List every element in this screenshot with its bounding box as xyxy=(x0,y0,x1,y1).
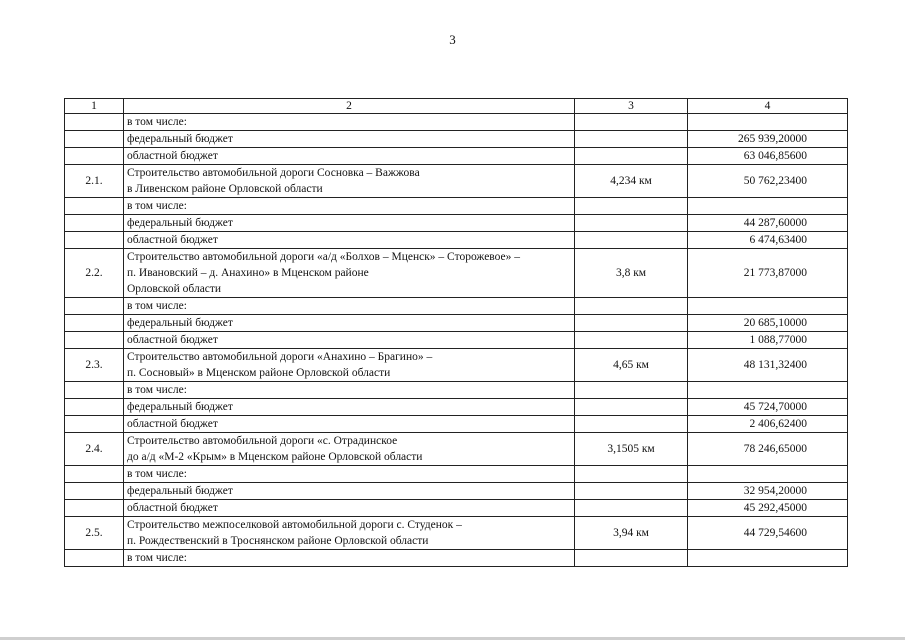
name-line: областной бюджет xyxy=(127,234,218,246)
table-row-project xyxy=(65,433,848,466)
row-number-cell xyxy=(65,416,124,433)
row-number-cell: 2.4. xyxy=(65,433,124,466)
row-number-cell: 2.3. xyxy=(65,349,124,382)
name-line: областной бюджет xyxy=(127,418,218,430)
row-number-cell xyxy=(65,232,124,249)
name-line: п. Сосновый» в Мценском районе Орловской области xyxy=(127,367,391,379)
table-row-sub xyxy=(65,483,848,500)
name-cell xyxy=(124,550,575,567)
amount-cell: 63 046,85600 xyxy=(688,148,848,165)
length-cell: 3,1505 км xyxy=(575,433,688,466)
name-line: в том числе: xyxy=(127,384,187,396)
length-cell xyxy=(575,114,688,131)
column-header: 1 xyxy=(65,99,124,114)
name-line: в том числе: xyxy=(127,552,187,564)
name-line: федеральный бюджет xyxy=(127,317,233,329)
table-body xyxy=(65,99,848,567)
table-row-project xyxy=(65,517,848,550)
name-cell xyxy=(124,198,575,215)
name-cell xyxy=(124,349,575,382)
table-row-sub xyxy=(65,382,848,399)
length-cell xyxy=(575,215,688,232)
table-row-sub xyxy=(65,114,848,131)
name-cell xyxy=(124,500,575,517)
name-line: областной бюджет xyxy=(127,334,218,346)
table-row-project xyxy=(65,349,848,382)
name-line: в том числе: xyxy=(127,116,187,128)
name-line: федеральный бюджет xyxy=(127,217,233,229)
name-line: п. Рождественский в Троснянском районе Орловской области xyxy=(127,535,429,547)
name-cell xyxy=(124,399,575,416)
name-cell xyxy=(124,315,575,332)
row-number-cell xyxy=(65,148,124,165)
name-line: Строительство автомобильной дороги «а/д «Болхов – Мценск» – Сторожевое» – xyxy=(127,251,521,263)
name-cell xyxy=(124,131,575,148)
name-cell xyxy=(124,232,575,249)
name-line: Строительство межпоселковой автомобильной дороги с. Студенок – xyxy=(127,519,462,531)
name-line: федеральный бюджет xyxy=(127,485,233,497)
amount-cell: 1 088,77000 xyxy=(688,332,848,349)
row-number-cell xyxy=(65,215,124,232)
length-cell xyxy=(575,148,688,165)
length-cell: 3,8 км xyxy=(575,249,688,298)
length-cell: 4,65 км xyxy=(575,349,688,382)
amount-cell: 48 131,32400 xyxy=(688,349,848,382)
amount-cell xyxy=(688,298,848,315)
name-line: до а/д «М-2 «Крым» в Мценском районе Орловской области xyxy=(127,451,423,463)
amount-cell: 2 406,62400 xyxy=(688,416,848,433)
name-cell xyxy=(124,433,575,466)
name-line: в том числе: xyxy=(127,300,187,312)
length-cell xyxy=(575,500,688,517)
table-row-sub xyxy=(65,198,848,215)
length-cell xyxy=(575,298,688,315)
column-header: 4 xyxy=(688,99,848,114)
length-cell xyxy=(575,198,688,215)
name-cell xyxy=(124,416,575,433)
length-cell: 3,94 км xyxy=(575,517,688,550)
name-line: Строительство автомобильной дороги Сосновка – Важжова xyxy=(127,167,420,179)
name-cell xyxy=(124,483,575,500)
table-row-sub xyxy=(65,131,848,148)
amount-cell: 265 939,20000 xyxy=(688,131,848,148)
row-number-cell xyxy=(65,298,124,315)
name-cell xyxy=(124,298,575,315)
table-row-sub xyxy=(65,232,848,249)
row-number-cell xyxy=(65,500,124,517)
row-number-cell xyxy=(65,382,124,399)
amount-cell: 50 762,23400 xyxy=(688,165,848,198)
amount-cell: 44 287,60000 xyxy=(688,215,848,232)
row-number-cell: 2.5. xyxy=(65,517,124,550)
table-row-sub xyxy=(65,466,848,483)
name-cell xyxy=(124,466,575,483)
length-cell xyxy=(575,550,688,567)
length-cell: 4,234 км xyxy=(575,165,688,198)
amount-cell: 20 685,10000 xyxy=(688,315,848,332)
table-row-sub xyxy=(65,416,848,433)
length-cell xyxy=(575,315,688,332)
table-row-sub xyxy=(65,148,848,165)
page-number: 3 xyxy=(449,32,456,47)
length-cell xyxy=(575,232,688,249)
table-row-sub xyxy=(65,315,848,332)
name-cell xyxy=(124,382,575,399)
name-line: в том числе: xyxy=(127,468,187,480)
length-cell xyxy=(575,399,688,416)
table-row-sub xyxy=(65,550,848,567)
name-line: Строительство автомобильной дороги «Анахино – Брагино» – xyxy=(127,351,433,363)
row-number-cell xyxy=(65,131,124,148)
table-row-project xyxy=(65,165,848,198)
length-cell xyxy=(575,483,688,500)
row-number-cell xyxy=(65,466,124,483)
column-header: 2 xyxy=(124,99,575,114)
table-header-row xyxy=(65,99,848,114)
row-number-cell xyxy=(65,332,124,349)
name-line: Орловской области xyxy=(127,283,222,295)
amount-cell: 45 724,70000 xyxy=(688,399,848,416)
length-cell xyxy=(575,466,688,483)
name-cell xyxy=(124,148,575,165)
amount-cell: 44 729,54600 xyxy=(688,517,848,550)
table-row-sub xyxy=(65,215,848,232)
length-cell xyxy=(575,382,688,399)
name-line: п. Ивановский – д. Анахино» в Мценском районе xyxy=(127,267,369,279)
row-number-cell xyxy=(65,550,124,567)
length-cell xyxy=(575,416,688,433)
amount-cell xyxy=(688,550,848,567)
row-number-cell xyxy=(65,315,124,332)
name-line: в Ливенском районе Орловской области xyxy=(127,183,323,195)
amount-cell: 21 773,87000 xyxy=(688,249,848,298)
table-row-project xyxy=(65,249,848,298)
name-line: федеральный бюджет xyxy=(127,401,233,413)
row-number-cell: 2.2. xyxy=(65,249,124,298)
name-cell xyxy=(124,517,575,550)
amount-cell: 32 954,20000 xyxy=(688,483,848,500)
name-cell xyxy=(124,332,575,349)
table-row-sub xyxy=(65,332,848,349)
row-number-cell xyxy=(65,198,124,215)
name-cell xyxy=(124,165,575,198)
budget-table xyxy=(64,98,848,567)
amount-cell xyxy=(688,466,848,483)
name-line: областной бюджет xyxy=(127,502,218,514)
name-cell xyxy=(124,249,575,298)
length-cell xyxy=(575,332,688,349)
table-row-sub xyxy=(65,298,848,315)
name-cell xyxy=(124,114,575,131)
row-number-cell xyxy=(65,483,124,500)
table-row-sub xyxy=(65,399,848,416)
name-line: Строительство автомобильной дороги «с. Отрадинское xyxy=(127,435,398,447)
name-line: областной бюджет xyxy=(127,150,218,162)
table-row-sub xyxy=(65,500,848,517)
row-number-cell xyxy=(65,114,124,131)
amount-cell: 45 292,45000 xyxy=(688,500,848,517)
name-line: федеральный бюджет xyxy=(127,133,233,145)
amount-cell xyxy=(688,198,848,215)
amount-cell xyxy=(688,382,848,399)
amount-cell: 78 246,65000 xyxy=(688,433,848,466)
name-line: в том числе: xyxy=(127,200,187,212)
amount-cell xyxy=(688,114,848,131)
row-number-cell: 2.1. xyxy=(65,165,124,198)
name-cell xyxy=(124,215,575,232)
row-number-cell xyxy=(65,399,124,416)
length-cell xyxy=(575,131,688,148)
amount-cell: 6 474,63400 xyxy=(688,232,848,249)
column-header: 3 xyxy=(575,99,688,114)
